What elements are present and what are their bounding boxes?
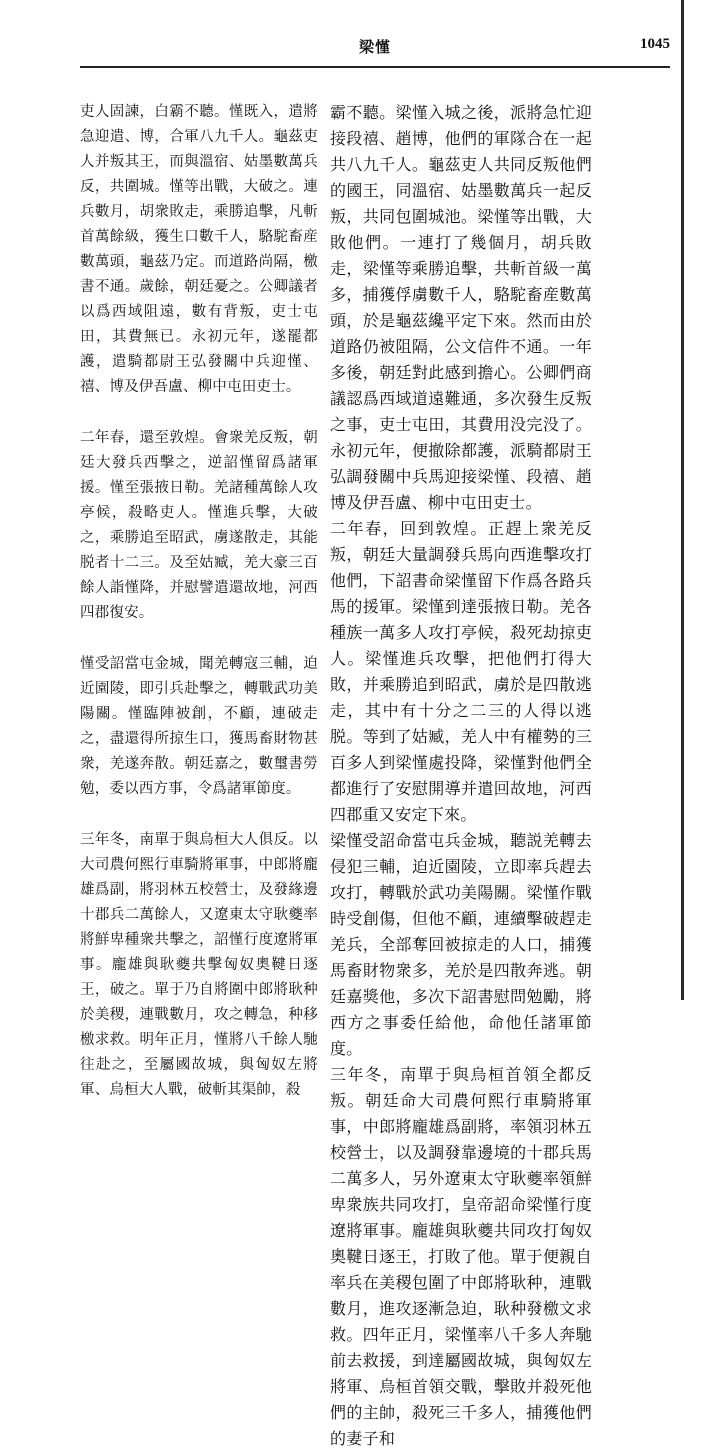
paragraph-gap (80, 802, 318, 828)
binding-edge (681, 0, 684, 1000)
page-number: 1045 (640, 36, 670, 52)
paragraph-gap (80, 626, 318, 652)
translation-paragraph-4: 三年冬，南單于與烏桓首領全都反叛。朝廷命大司農何熙行車騎將軍事，中郎將龐雄爲副將，率領羽林五校營士，以及調發靠邊境的十郡兵馬二萬多人，另外遼東太守耿夔率領鮮卑衆族共同攻打，皇帝詔命梁慬行度遼將軍事。龐雄與耿夔共同攻打匈奴奧鞬日逐王，打敗了他。單于便親自率兵在美稷包圍了中郎將耿种，連戰數月，進攻逐漸急迫，耿种發檄文求救。四年正月，梁慬率八千多人奔馳前去救援，到達屬國故城，與匈奴左將軍、烏桓首領交戰，擊敗并殺死他們的主帥，殺死三千多人，捕獲他們的妻子和 (330, 1065, 592, 1448)
translation-column (330, 100, 592, 1452)
header-rule (80, 66, 670, 68)
translation-paragraph-1: 霸不聽。梁慬入城之後，派將急忙迎接段禧、趙博，他們的軍隊合在一起共八九千人。龜茲吏人共同反叛他們的國王，同溫宿、姑墨數萬兵一起反叛，共同包圍城池。梁慬等出戰，大敗他們。一連打了幾個月，胡兵敗走，梁慬等乘勝追擊，共斬首級一萬多，捕獲俘虜數千人，駱駝畜産數萬頭，於是龜茲纔平定下來。然而由於道路仍被阻隔，公文信件不通。一年多後，朝廷對此感到擔心。公卿們商議認爲西域道遠難通，多次發生反叛之事，吏士屯田，其費用没完没了。永初元年，便撤除都護，派騎都尉王弘調發關中兵馬迎接梁慬、段禧、趙博及伊吾盧、柳中屯田吏士。 (330, 103, 592, 512)
classical-text-column (80, 100, 318, 1103)
running-title: 梁慬 (358, 38, 391, 56)
translation-paragraph-2: 二年春，回到敦煌。正趕上衆羌反叛，朝廷大量調發兵馬向西進擊攻打他們，下詔書命梁慬留下作爲各路兵馬的援軍。梁慬到達張掖日勒。羌各種族一萬多人攻打亭候，殺死劫掠吏人。梁慬進兵攻擊，把他們打得大敗，并乘勝追到昭武，虜於是四散逃走，其中有十分之二三的人得以逃脱。等到了姑臧，羌人中有權勢的三百多人到梁慬處投降，梁慬對他們全都進行了安慰開導并遣回故地，河西四郡重又安定下來。 (330, 519, 592, 824)
running-header (80, 28, 670, 58)
translation-paragraph-3: 梁慬受詔命當屯兵金城，聽説羌轉去侵犯三輔，迫近園陵，立即率兵趕去攻打，轉戰於武功美陽關。梁慬作戰時受創傷，但他不顧，連續擊破趕走羌兵，全部奪回被掠走的人口，捕獲馬畜財物衆多，羌於是四散奔逃。朝廷嘉獎他，多次下詔書慰問勉勵，將西方之事委任給他，命他任諸軍節度。 (330, 831, 592, 1058)
classical-paragraph-3: 慬受詔當屯金城，聞羌轉寇三輔，迫近園陵，即引兵赴擊之，轉戰武功美陽關。慬臨陣被創，不顧，連破走之，盡還得所掠生口，獲馬畜財物甚衆，羌遂奔散。朝廷嘉之，數璽書勞勉，委以西方事，令爲諸軍節度。 (80, 656, 318, 797)
paragraph-gap (80, 400, 318, 426)
classical-paragraph-4: 三年冬，南單于與烏桓大人俱反。以大司農何熙行車騎將軍事，中郎將龐雄爲副，將羽林五校營士，及發緣邊十郡兵二萬餘人，又遼東太守耿夔率將鮮卑種衆共擊之，詔慬行度遼將軍事。龐雄與耿夔共擊匈奴奧鞬日逐王，破之。單于乃自將圍中郎將耿种於美稷，連戰數月，攻之轉急，种移檄求救。明年正月，慬將八千餘人馳往赴之，至屬國故城，與匈奴左將軍、烏桓大人戰，破斬其渠帥，殺 (80, 832, 318, 1098)
classical-paragraph-2: 二年春，還至敦煌。會衆羌反叛，朝廷大發兵西擊之，逆詔慬留爲諸軍援。慬至張掖日勒。羌諸種萬餘人攻亭候，殺略吏人。慬進兵擊，大破之，乘勝追至昭武，虜遂散走，其能脱者十二三。及至姑臧，羌大豪三百餘人詣慬降，并慰譬遣還故地，河西四郡復安。 (80, 430, 318, 621)
classical-paragraph-1: 吏人固諫，白霸不聽。慬既入，遣將急迎遣、博，合軍八九千人。龜茲吏人并叛其王，而與溫宿、姑墨數萬兵反，共圍城。慬等出戰，大破之。連兵數月，胡衆敗走，乘勝追擊，凡斬首萬餘級，獲生口數千人，駱駝畜産數萬頭，龜茲乃定。而道路尚隔，檄書不通。歲餘，朝廷憂之。公卿議者以爲西域阻遠，數有背叛，吏士屯田，其費無已。永初元年，遂罷都護，遣騎都尉王弘發關中兵迎慬、禧、博及伊吾盧、柳中屯田吏士。 (80, 104, 318, 395)
